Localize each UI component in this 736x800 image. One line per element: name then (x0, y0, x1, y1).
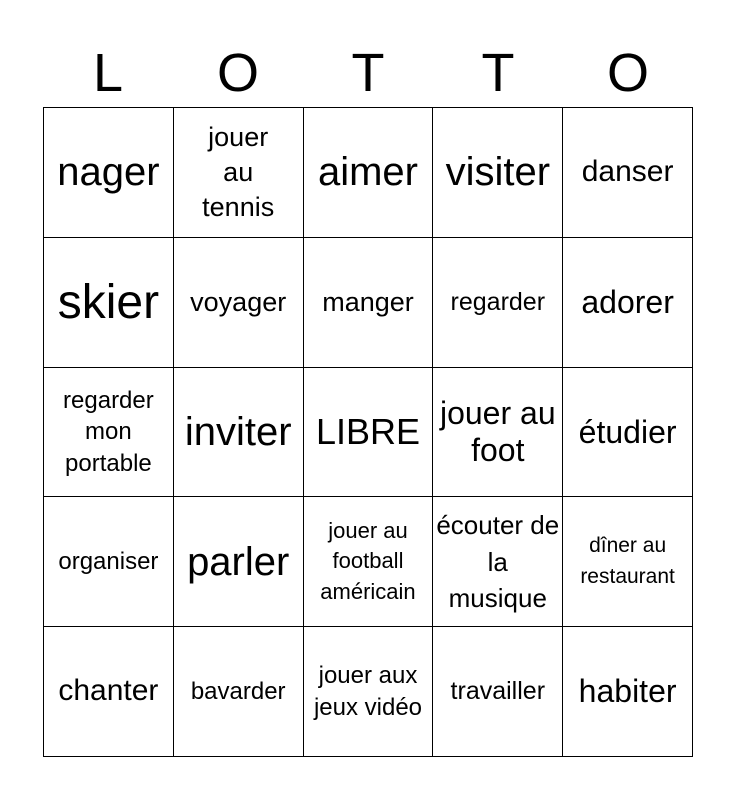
cell-label: manger (322, 286, 414, 317)
title-letter: T (351, 43, 385, 103)
cell-label: visiter (445, 150, 551, 195)
bingo-cell[interactable] (304, 108, 434, 238)
cell-label: chanter (58, 674, 159, 708)
bingo-cell[interactable] (433, 627, 563, 757)
bingo-cell[interactable] (174, 238, 304, 368)
bingo-cell[interactable] (563, 497, 693, 627)
bingo-cell[interactable] (433, 497, 563, 627)
cell-label: regarder (450, 287, 546, 316)
bingo-cell[interactable] (433, 108, 563, 238)
bingo-cell[interactable] (44, 497, 174, 627)
cell-label: étudier (578, 413, 677, 450)
cell-label: jouer au tennis (202, 121, 275, 222)
cell-label: jouer au football américain (320, 517, 416, 605)
bingo-cell[interactable] (433, 238, 563, 368)
bingo-title (43, 40, 693, 106)
cell-label: jouer au foot (439, 395, 556, 468)
bingo-cell[interactable] (174, 108, 304, 238)
bingo-cell[interactable] (174, 368, 304, 498)
cell-label: bavarder (190, 678, 286, 705)
bingo-cell[interactable] (44, 368, 174, 498)
cell-label: voyager (190, 286, 287, 317)
title-letter: L (92, 43, 124, 103)
bingo-cell[interactable] (304, 238, 434, 368)
bingo-cell[interactable] (174, 497, 304, 627)
bingo-cell[interactable] (44, 627, 174, 757)
bingo-cell[interactable] (304, 497, 434, 627)
cell-label: nager (57, 150, 160, 195)
cell-label: habiter (578, 673, 677, 710)
bingo-cell[interactable] (44, 108, 174, 238)
cell-label: organiser (58, 548, 159, 576)
cell-label: danser (581, 155, 674, 189)
cell-label: adorer (581, 283, 674, 320)
title-letter: T (481, 43, 515, 103)
cell-label: inviter (184, 409, 292, 454)
cell-label: dîner au restaurant (580, 534, 675, 588)
bingo-card-grid (43, 107, 693, 757)
title-letter: O (606, 43, 649, 103)
cell-label: travailler (450, 677, 546, 706)
cell-label: aimer (317, 150, 418, 195)
free-space-cell[interactable] (304, 368, 434, 498)
bingo-cell[interactable] (304, 627, 434, 757)
bingo-cell[interactable] (433, 368, 563, 498)
cell-label: jouer aux jeux vidéo (313, 662, 423, 721)
bingo-cell[interactable] (563, 368, 693, 498)
bingo-cell[interactable] (563, 108, 693, 238)
free-space-label: LIBRE (315, 411, 421, 453)
bingo-cell[interactable] (563, 627, 693, 757)
bingo-cell[interactable] (563, 238, 693, 368)
bingo-cell[interactable] (44, 238, 174, 368)
bingo-cell[interactable] (174, 627, 304, 757)
title-letter: O (216, 43, 259, 103)
cell-label: écouter de la musique (436, 510, 560, 613)
cell-label: parler (187, 539, 290, 584)
cell-label: skier (57, 275, 160, 329)
cell-label: regarder mon portable (63, 387, 154, 477)
